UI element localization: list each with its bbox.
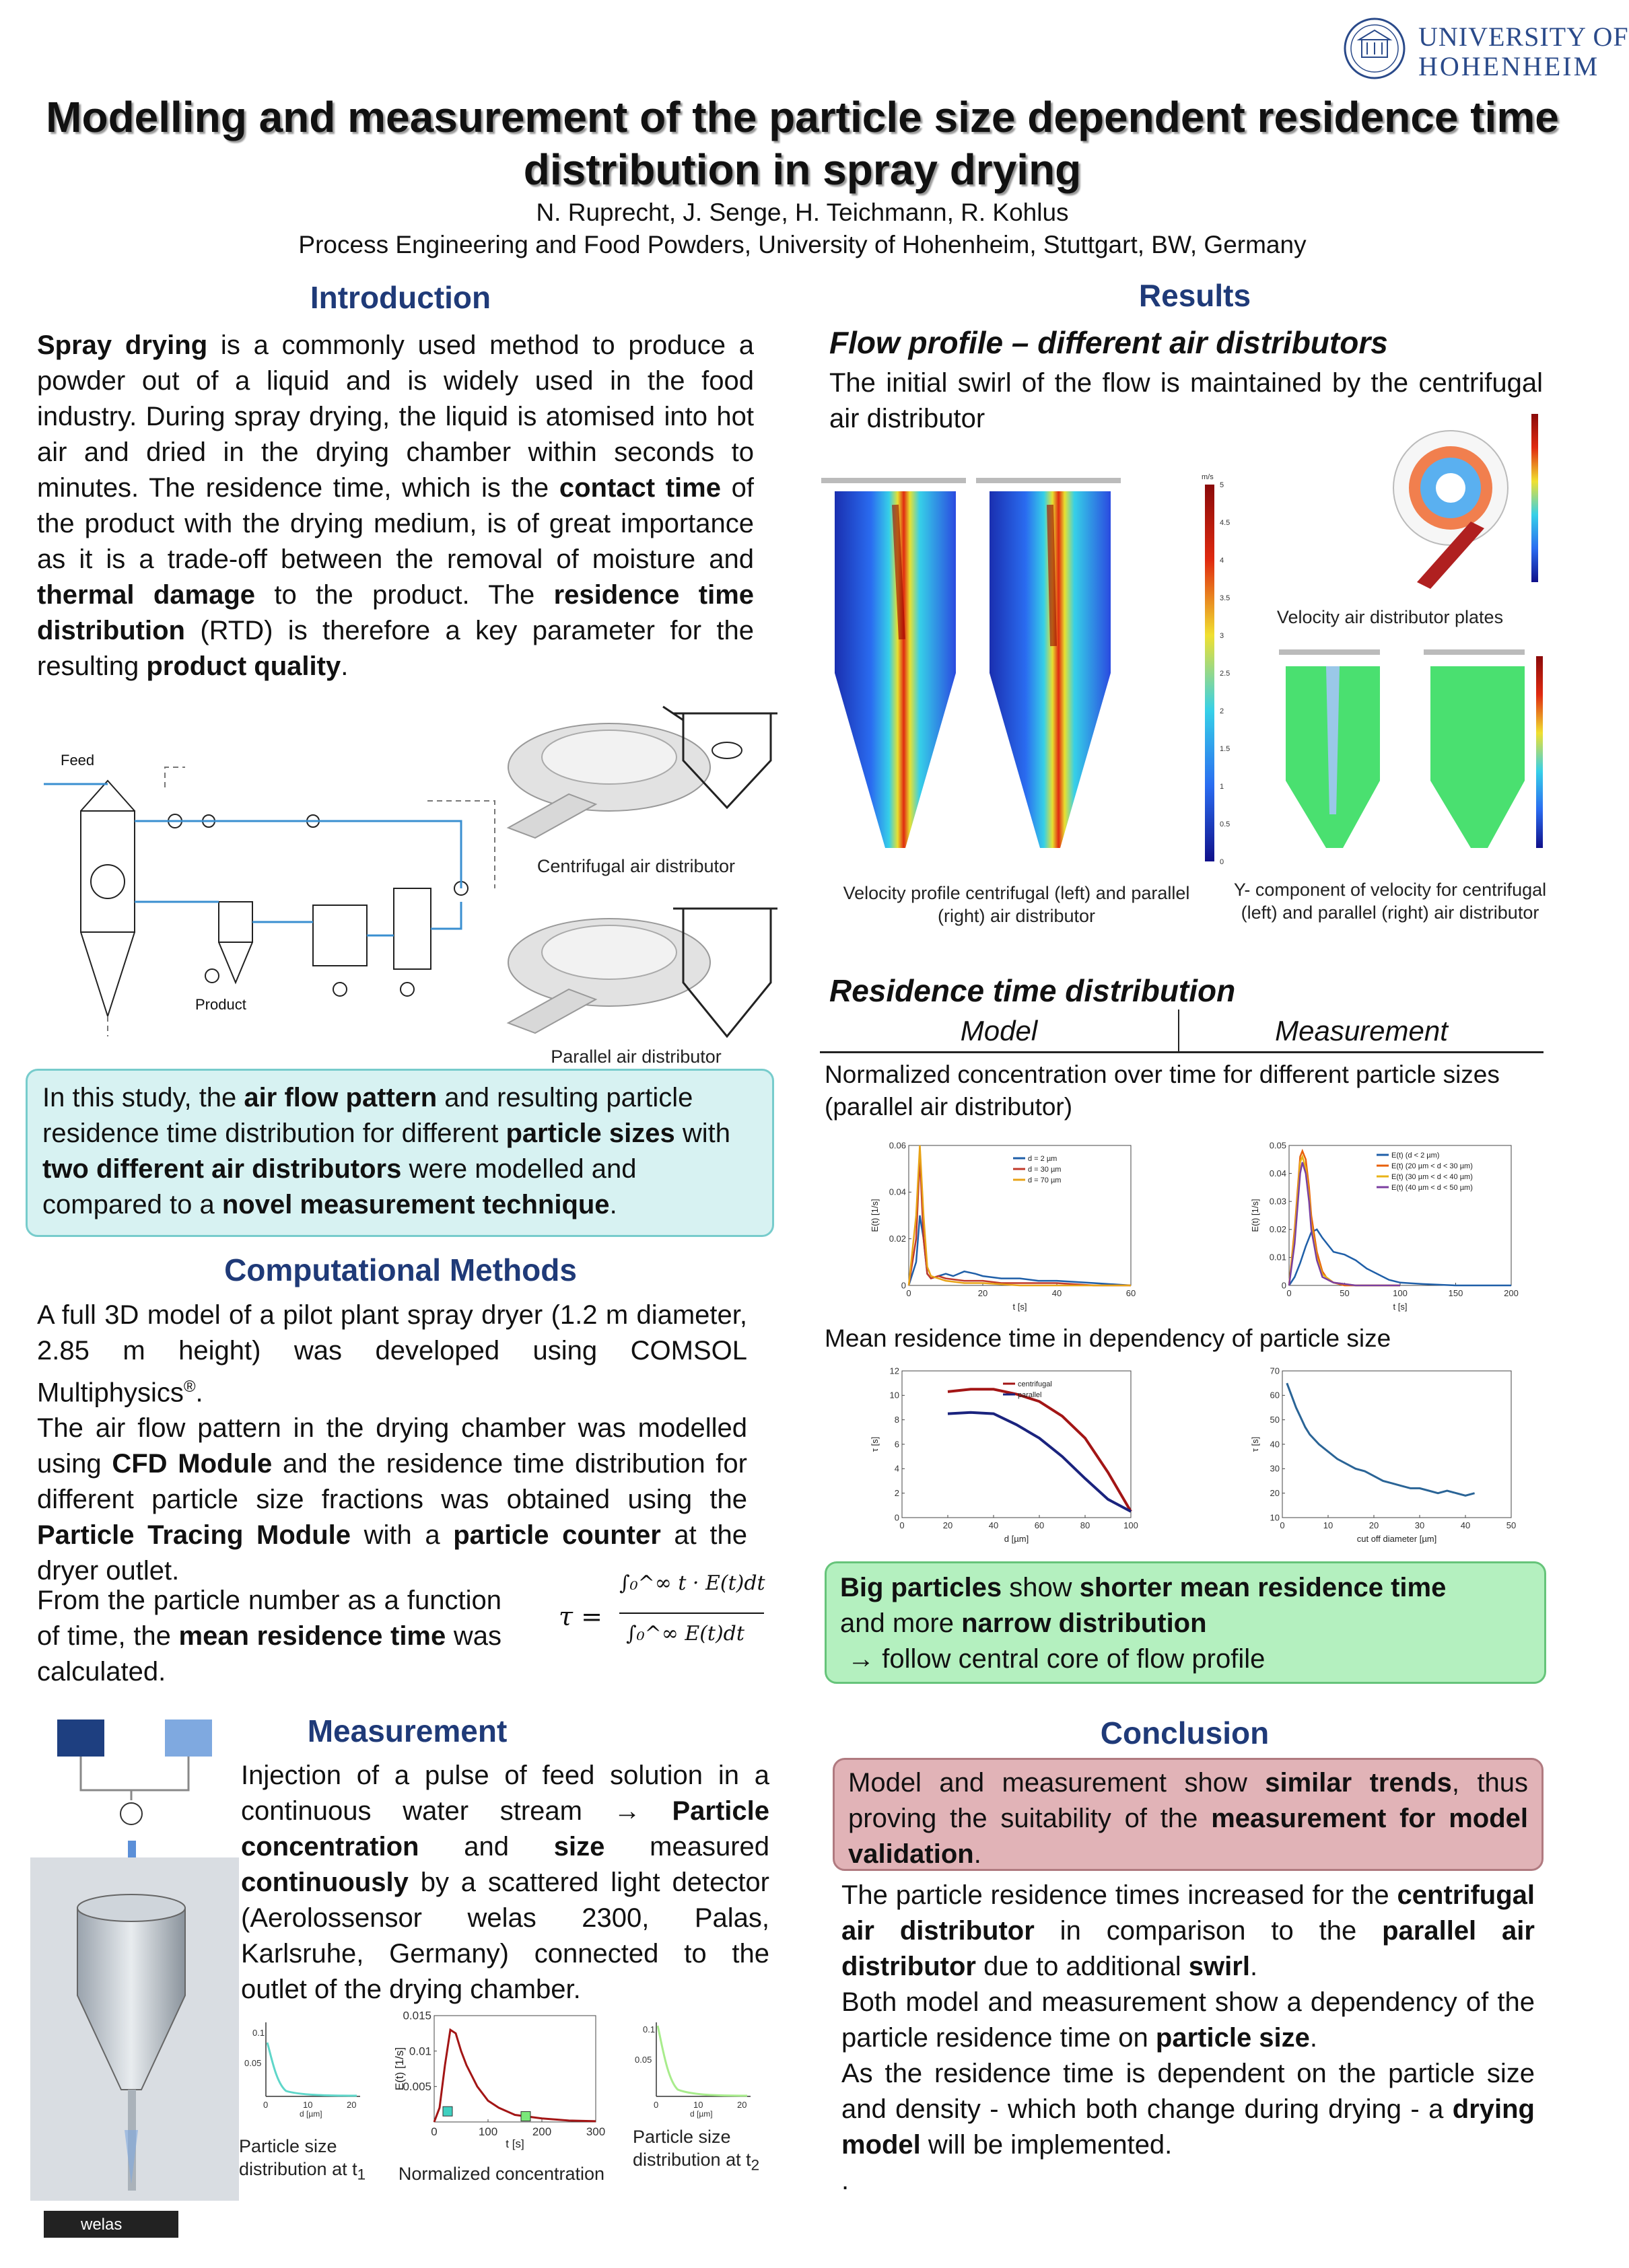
flow-profile-text: The initial swirl of the flow is maintained by the centrifugal air distributor	[829, 368, 1543, 433]
spray-dryer-process-scheme	[30, 747, 501, 1057]
colorbar-tick-label: 4.5	[1220, 519, 1231, 527]
study-2: air flow pattern	[244, 1083, 438, 1112]
legend-entry: E(t) (30 µm < d < 40 µm)	[1391, 1173, 1473, 1181]
y-tick-label: 0.005	[403, 2080, 431, 2093]
plot-area	[909, 1145, 1131, 1285]
colorbar-tick-label: 2	[1220, 707, 1224, 715]
svg-text:d [µm]: d [µm]	[300, 2109, 322, 2119]
study-9: .	[609, 1190, 617, 1219]
svg-text:0.1: 0.1	[643, 2024, 656, 2034]
big-4: and more	[840, 1608, 962, 1638]
x-tick-label: 150	[1448, 1288, 1463, 1298]
x-axis-label: t [s]	[506, 2137, 524, 2150]
affiliation: Process Engineering and Food Powders, University of Hohenheim, Stuttgart, BW, Germany	[298, 231, 1307, 258]
methods-p2c: and the residence time distribution for different particle size fractions was obtained using the	[37, 1449, 747, 1515]
c2a: The particle residence times increased for the	[841, 1880, 1397, 1910]
logo-line-1: UNIVERSITY OF	[1418, 22, 1629, 52]
centrifugal-label: Centrifugal air distributor	[536, 856, 736, 876]
study-8: novel measurement technique	[221, 1190, 610, 1219]
svg-text:20: 20	[737, 2100, 747, 2110]
c2e: due to additional	[975, 1952, 1189, 1981]
psd-t2-chart	[629, 2016, 754, 2117]
x-tick-label: 60	[1125, 1288, 1136, 1298]
y-axis-label: τ [s]	[870, 1436, 880, 1452]
c2d: parallel air distributor	[841, 1916, 1535, 1981]
x-tick-label: 0	[906, 1288, 911, 1298]
y-tick-label: 8	[894, 1415, 899, 1425]
methods-p2e: with a	[351, 1520, 454, 1551]
study-4: particle sizes	[506, 1119, 675, 1148]
x-axis-label: cut off diameter [µm]	[1356, 1534, 1437, 1544]
plot-area	[1282, 1371, 1511, 1518]
legend-entry: d = 2 µm	[1028, 1155, 1058, 1163]
methods-p3	[37, 1583, 501, 1690]
x-axis-label: d [µm]	[1004, 1534, 1029, 1544]
big-6: → follow central core of flow profile	[847, 1644, 1266, 1674]
x-tick-label: 10	[1323, 1520, 1333, 1530]
col-measurement: Measurement	[1275, 1015, 1448, 1047]
c3c: .	[1309, 2023, 1318, 2053]
y-tick-label: 0.02	[889, 1234, 906, 1244]
cap-t1-sub: 1	[357, 2166, 366, 2183]
intro-t1: Spray drying	[37, 330, 208, 360]
svg-text:10: 10	[693, 2100, 703, 2110]
methods-p2g: at the dryer outlet.	[37, 1520, 747, 1586]
eq-numerator: ∫₀^∞ t · E(t)dt	[619, 1571, 765, 1595]
caption-psd-t2	[633, 2125, 761, 2176]
feed-label: Feed	[61, 752, 95, 769]
c1d: measurement for model validation	[848, 1804, 1528, 1869]
university-logo	[1343, 17, 1629, 81]
parallel-distributor-drawing	[508, 888, 777, 1043]
authors: N. Ruprecht, J. Senge, H. Teichmann, R. Kohlus	[536, 199, 1069, 226]
y-tick-label: 0.01	[1269, 1252, 1286, 1263]
x-tick-label: 100	[478, 2125, 498, 2138]
mean-time-equation	[559, 1568, 774, 1669]
intro-t8: (RTD) is therefore a key parameter for the resulting	[37, 616, 754, 681]
intro-t4: of the product with the drying medium, is of great importance as it is a trade-off between the removal of moisture and	[37, 473, 754, 574]
study-3: and resulting particle residence time distribution for different	[42, 1083, 693, 1148]
pulse-concentration-chart	[393, 2009, 606, 2150]
y-tick-label: 2	[894, 1488, 899, 1498]
authors-block	[0, 197, 1605, 261]
parallel-label: Parallel air distributor	[551, 1047, 722, 1067]
c1a: Model and measurement show	[848, 1768, 1266, 1798]
x-tick-label: 60	[1034, 1520, 1045, 1530]
x-axis-label: t [s]	[1012, 1302, 1027, 1312]
svg-text:20: 20	[347, 2100, 357, 2110]
colorbar-tick-label: 3	[1220, 632, 1224, 640]
c2c: in comparison to the	[1034, 1916, 1383, 1946]
big-particles-box	[825, 1561, 1546, 1684]
measurement-setup-photo	[30, 1713, 239, 2251]
x-tick-label: 0	[1280, 1520, 1285, 1530]
measurement-text	[241, 1758, 769, 2008]
measurement-mean-time-chart	[1249, 1363, 1518, 1545]
y-tick-label: 0.015	[403, 2009, 431, 2022]
caption-normalized: Normalized concentration	[398, 2164, 605, 2184]
legend-entry: centrifugal	[1018, 1380, 1052, 1388]
x-tick-label: 200	[1504, 1288, 1519, 1298]
y-tick-label: 0	[1281, 1280, 1286, 1291]
colorbar-tick-label: 2.5	[1220, 670, 1231, 678]
y-tick-label: 0.04	[889, 1186, 906, 1197]
plot-area	[434, 2016, 596, 2122]
y-tick-label: 0.01	[409, 2045, 431, 2058]
x-tick-label: 100	[1123, 1520, 1138, 1530]
welas-label: welas	[81, 2216, 123, 2234]
caption-y-component: Y- component of velocity for centrifugal (left) and parallel (right) air distributor	[1233, 880, 1547, 923]
col-model: Model	[960, 1015, 1038, 1047]
legend-entry: parallel	[1018, 1391, 1042, 1399]
x-tick-label: 100	[1393, 1288, 1408, 1298]
caption-velocity-profile: Velocity profile centrifugal (left) and parallel (right) air distributor	[843, 883, 1190, 926]
m7: by a scattered light detector (Aerolossensor welas 2300, Palas, Karlsruhe, Germany) connected to the outlet of the drying chamber.	[241, 1868, 769, 2004]
intro-heading: Introduction	[310, 280, 491, 315]
methods-p1-end: .	[195, 1378, 203, 1408]
rtd-heading: Residence time distribution	[829, 973, 1236, 1008]
intro-t9: product quality	[146, 651, 341, 681]
c1e: .	[973, 1839, 981, 1869]
y-tick-label: 70	[1270, 1366, 1280, 1376]
cap-t2-sub: 2	[751, 2156, 760, 2174]
y-tick-label: 10	[889, 1390, 899, 1401]
c2b: centrifugal air distributor	[841, 1880, 1535, 1946]
methods-p2b: CFD Module	[112, 1449, 273, 1479]
conclusion-heading: Conclusion	[1100, 1715, 1270, 1750]
eq-tau: τ =	[559, 1602, 602, 1631]
y-tick-label: 0	[901, 1280, 906, 1291]
big-2: show	[1002, 1573, 1080, 1602]
model-measurement-header	[820, 1009, 1544, 1053]
m2: Particle concentration	[241, 1796, 769, 1862]
x-tick-label: 80	[1080, 1520, 1090, 1530]
y-tick-label: 0.06	[889, 1140, 906, 1151]
x-tick-label: 40	[988, 1520, 999, 1530]
y-tick-label: 40	[1270, 1439, 1280, 1450]
c1c: , thus proving the suitability of the	[848, 1768, 1528, 1833]
time-marker	[521, 2112, 530, 2121]
product-label: Product	[195, 996, 246, 1013]
intro-t2: is a commonly used method to produce a powder out of a liquid and is widely used in the food industry. During spray drying, the liquid is atomised into hot air and dried in the drying chamber within seconds to minutes. The residence time, which is the	[37, 330, 754, 503]
x-tick-label: 50	[1506, 1520, 1517, 1530]
psd-t1-chart	[239, 2016, 363, 2117]
y-tick-label: 0.02	[1269, 1224, 1286, 1235]
centrifugal-distributor-drawing	[508, 693, 777, 855]
x-tick-label: 50	[1340, 1288, 1350, 1298]
c2f: swirl	[1188, 1952, 1250, 1981]
intro-t3: contact time	[559, 473, 721, 503]
y-tick-label: 4	[894, 1463, 899, 1474]
c4c: will be implemented.	[920, 2130, 1173, 2160]
colorbar-unit: m/s	[1202, 473, 1214, 481]
mean-time-text: Mean residence time in dependency of particle size	[825, 1324, 1391, 1352]
c3a: Both model and measurement show a dependency of the particle residence time on	[841, 1987, 1535, 2053]
colorbar-tick-label: 1.5	[1220, 745, 1231, 753]
study-1: In this study, the	[42, 1083, 244, 1112]
m6: continuously	[241, 1868, 409, 1897]
y-axis-label: E(t) [1/s]	[1250, 1199, 1260, 1232]
study-aim-box	[26, 1069, 774, 1237]
x-tick-label: 20	[942, 1520, 953, 1530]
m5: measured	[604, 1832, 770, 1862]
methods-heading: Computational Methods	[224, 1252, 577, 1287]
intro-t10: .	[341, 651, 349, 681]
colorbar-tick-label: 0.5	[1220, 820, 1231, 828]
measurement-heading: Measurement	[307, 1713, 508, 1748]
svg-text:0: 0	[263, 2100, 269, 2110]
methods-p3b: mean residence time	[178, 1621, 446, 1651]
x-tick-label: 40	[1051, 1288, 1062, 1298]
velocity-profile-figure	[821, 471, 1245, 872]
title-line-1: Modelling and measurement of the particle size dependent residence time	[46, 93, 1559, 141]
legend-entry: E(t) (d < 2 µm)	[1391, 1151, 1440, 1160]
c1b: similar trends	[1265, 1768, 1452, 1798]
m3: and	[419, 1832, 554, 1862]
y-axis-label: E(t) [1/s]	[393, 2047, 406, 2091]
y-tick-label: 0.04	[1269, 1168, 1286, 1178]
legend-entry: E(t) (20 µm < d < 30 µm)	[1391, 1162, 1473, 1170]
conclusion-text	[841, 1878, 1535, 2199]
flow-profile-heading: Flow profile – different air distributors	[829, 325, 1388, 360]
study-7: were modelled and compared to a	[42, 1154, 637, 1219]
big-3: shorter mean residence time	[1079, 1573, 1447, 1602]
title-line-2: distribution in spray drying	[523, 145, 1082, 194]
x-tick-label: 20	[977, 1288, 988, 1298]
cap-t1-text: Particle size distribution at t	[239, 2136, 357, 2179]
c3b: particle size	[1155, 2023, 1310, 2053]
intro-t5: thermal damage	[37, 580, 256, 610]
model-concentration-chart	[868, 1137, 1138, 1312]
c4b: drying model	[841, 2094, 1535, 2160]
y-tick-label: 12	[889, 1366, 899, 1376]
study-6: two different air distributors	[42, 1154, 402, 1184]
y-tick-label: 30	[1270, 1463, 1280, 1474]
methods-p2a: The air flow pattern in the drying chamber was modelled using	[37, 1413, 747, 1479]
y-tick-label: 60	[1270, 1390, 1280, 1401]
x-tick-label: 40	[1460, 1520, 1471, 1530]
methods-p3a: From the particle number as a function of time, the	[37, 1586, 501, 1651]
intro-t7: residence time distribution	[37, 580, 755, 645]
colorbar-tick-label: 3.5	[1220, 594, 1231, 602]
legend-entry: d = 70 µm	[1028, 1176, 1062, 1184]
y-axis-label: E(t) [1/s]	[870, 1199, 880, 1232]
logo-line-2: HOHENHEIM	[1418, 51, 1600, 81]
x-tick-label: 30	[1414, 1520, 1425, 1530]
methods-p2d: Particle Tracing Module	[37, 1520, 351, 1551]
c2g: .	[1249, 1952, 1258, 1981]
c5: .	[841, 2166, 850, 2195]
colorbar-tick-label: 4	[1220, 557, 1224, 565]
legend-entry: E(t) (40 µm < d < 50 µm)	[1391, 1184, 1473, 1192]
methods-p2f: particle counter	[453, 1520, 661, 1551]
y-tick-label: 20	[1270, 1488, 1280, 1498]
velocity-plates-figure	[1390, 407, 1552, 596]
m1: Injection of a pulse of feed solution in a continuous water stream	[241, 1761, 769, 1826]
intro-t6: to the product. The	[255, 580, 554, 610]
svg-text:0: 0	[654, 2100, 659, 2110]
c4a: As the residence time is dependent on the particle size and density - which both change during drying - a	[841, 2059, 1535, 2124]
legend-entry: d = 30 µm	[1028, 1166, 1062, 1174]
m4: size	[553, 1832, 605, 1862]
intro-text	[37, 328, 754, 684]
university-seal-icon	[1343, 17, 1407, 81]
time-marker	[443, 2106, 452, 2116]
svg-text:0.05: 0.05	[244, 2058, 262, 2068]
x-tick-label: 200	[532, 2125, 552, 2138]
norm-concentration-text: Normalized concentration over time for different particle sizes (parallel air distributor)	[825, 1061, 1500, 1121]
y-tick-label: 0.05	[1269, 1140, 1286, 1151]
x-tick-label: 0	[899, 1520, 905, 1530]
colorbar-tick-label: 0	[1220, 858, 1224, 866]
caption-psd-t1	[239, 2135, 380, 2186]
y-component-figure	[1279, 646, 1548, 855]
cap-t2-text: Particle size distribution at t	[633, 2127, 751, 2170]
registered-mark: ®	[183, 1378, 196, 1396]
x-axis-label: t [s]	[1393, 1302, 1408, 1312]
methods-p3c: was calculated.	[37, 1621, 501, 1687]
y-tick-label: 0	[894, 1512, 899, 1523]
y-tick-label: 10	[1270, 1512, 1280, 1523]
y-tick-label: 50	[1270, 1415, 1280, 1425]
x-tick-label: 300	[586, 2125, 606, 2138]
methods-text	[37, 1298, 747, 1589]
x-tick-label: 0	[431, 2125, 438, 2138]
conclusion-box	[833, 1758, 1544, 1871]
big-1: Big particles	[840, 1573, 1002, 1602]
big-5: narrow distribution	[961, 1608, 1207, 1638]
results-heading: Results	[1138, 278, 1251, 313]
model-mean-time-chart	[868, 1363, 1138, 1545]
poster-title	[0, 91, 1605, 196]
y-tick-label: 6	[894, 1439, 899, 1450]
study-5: with	[674, 1119, 730, 1148]
caption-velocity-plates: Velocity air distributor plates	[1276, 607, 1504, 627]
svg-text:0.1: 0.1	[252, 2028, 265, 2038]
measurement-concentration-chart	[1249, 1137, 1518, 1312]
svg-text:d [µm]: d [µm]	[690, 2109, 713, 2119]
x-tick-label: 20	[1368, 1520, 1379, 1530]
eq-denominator: ∫₀^∞ E(t)dt	[626, 1622, 744, 1645]
x-tick-label: 0	[1286, 1288, 1292, 1298]
y-axis-label: τ [s]	[1250, 1436, 1260, 1452]
methods-p1: A full 3D model of a pilot plant spray dryer (1.2 m diameter, 2.85 m height) was developed using COMSOL Multiphysics	[37, 1300, 747, 1408]
colorbar-tick-label: 5	[1220, 481, 1224, 489]
svg-text:10: 10	[303, 2100, 313, 2110]
colorbar-tick-label: 1	[1220, 783, 1224, 791]
m-arrow: →	[613, 1796, 641, 1826]
y-tick-label: 0.03	[1269, 1196, 1286, 1207]
svg-text:0.05: 0.05	[635, 2055, 652, 2065]
